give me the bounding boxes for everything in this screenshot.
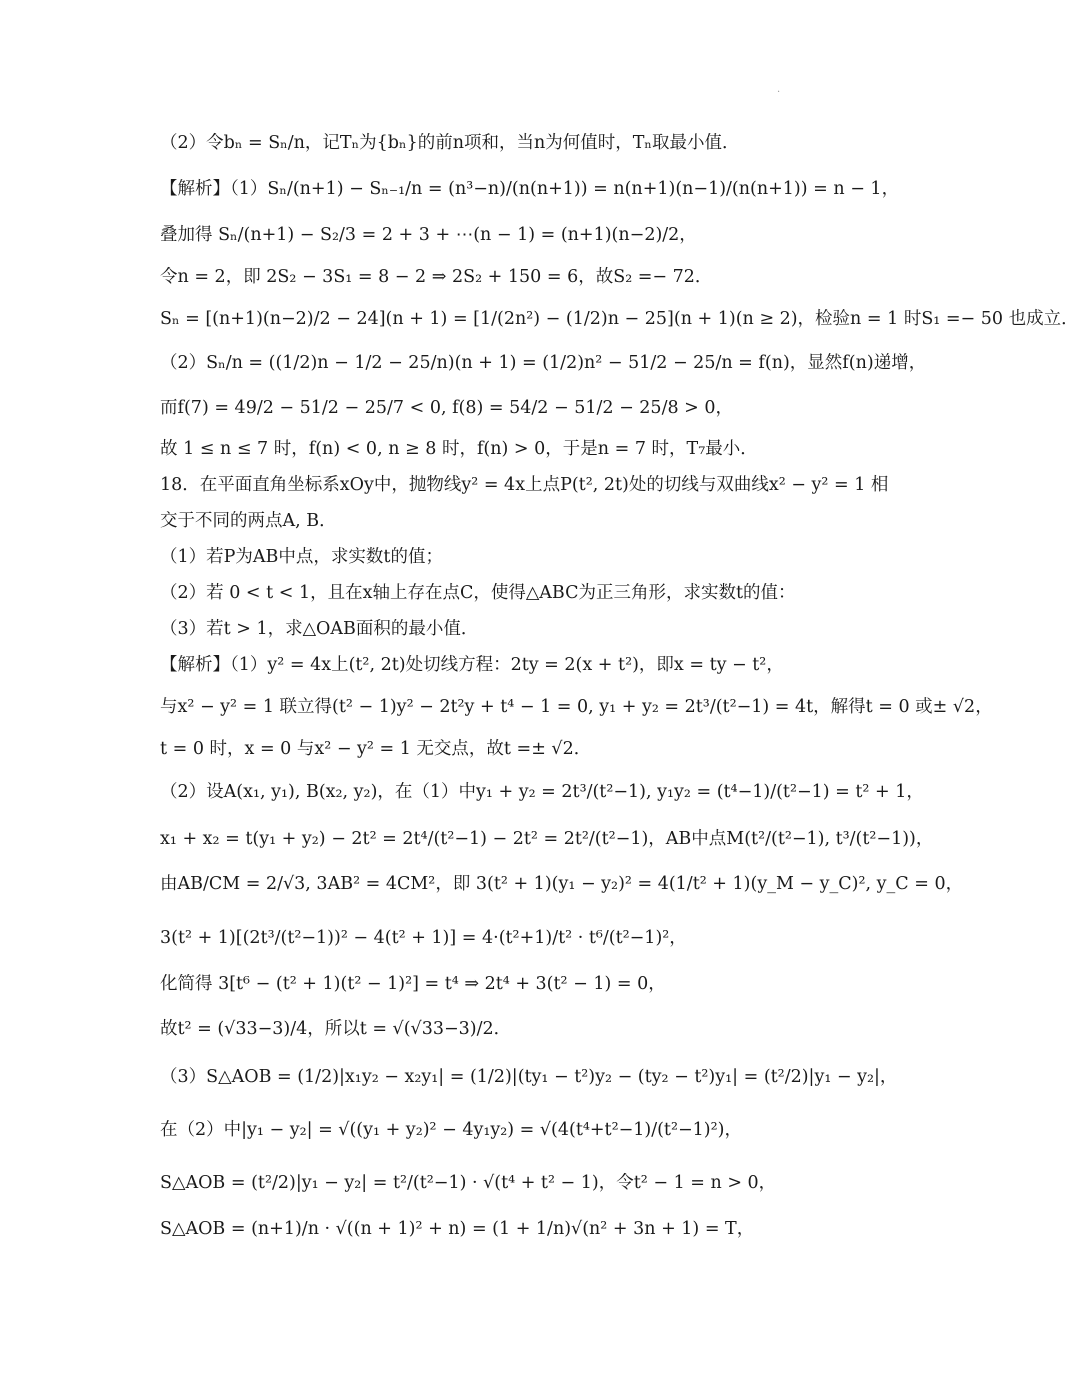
problem-18-part-3: （3）若t > 1，求△OAB面积的最小值． <box>160 619 479 639</box>
text-line-3: 叠加得 Sₙ/(n+1) − S₂/3 = 2 + 3 + ⋯(n − 1) = (n+1)(n−2)/2， <box>160 225 697 245</box>
text-line-5: Sₙ = [(n+1)(n−2)/2 − 24](n + 1) = [1/(2n²) − (1/2)n − 25](n + 1)(n ≥ 2)，检验n = 1 时S₁ =− 50 也成立． <box>160 309 1079 329</box>
text-line-8: 故 1 ≤ n ≤ 7 时，f(n) < 0, n ≥ 8 时，f(n) > 0，于是n = 7 时，T₇最小． <box>160 439 758 459</box>
solution-18-line-6: 由AB/CM = 2/√3, 3AB² = 4CM²，即 3(t² + 1)(y₁ − y₂)² = 4(1/t² + 1)(y_M − y_C)², y_C = 0， <box>160 874 964 894</box>
solution-18-line-10: （3）S△AOB = (1/2)|x₁y₂ − x₂y₁| = (1/2)|(ty₁ − t²)y₂ − (ty₂ − t²)y₁| = (t²/2)|y₁ − y₂|， <box>160 1067 898 1087</box>
text-line-7: 而f(7) = 49/2 − 51/2 − 25/7 < 0, f(8) = 54/2 − 51/2 − 25/8 > 0， <box>160 398 734 418</box>
solution-18-line-8: 化简得 3[t⁶ − (t² + 1)(t² − 1)²] = t⁴ ⇒ 2t⁴ + 3(t² − 1) = 0， <box>160 974 666 994</box>
solution-18-line-12: S△AOB = (t²/2)|y₁ − y₂| = t²/(t²−1) · √(t⁴ + t² − 1)，令t² − 1 = n > 0， <box>160 1173 777 1193</box>
problem-18-part-2: （2）若 0 < t < 1，且在x轴上存在点C，使得△ABC为正三角形，求实数t的值： <box>160 583 796 603</box>
solution-18-line-4: （2）设A(x₁, y₁), B(x₂, y₂)，在（1）中y₁ + y₂ = 2t³/(t²−1), y₁y₂ = (t⁴−1)/(t²−1) = t² + 1， <box>160 782 924 802</box>
solution-18-line-3: t = 0 时，x = 0 与x² − y² = 1 无交点，故t =± √2． <box>160 739 592 759</box>
solution-18-line-13: S△AOB = (n+1)/n · √((n + 1)² + n) = (1 + 1/n)√(n² + 3n + 1) = T， <box>160 1219 755 1239</box>
text-line-1: （2）令bₙ = Sₙ/n，记Tₙ为{bₙ}的前n项和，当n为何值时，Tₙ取最小值． <box>160 133 740 153</box>
solution-18-line-5: x₁ + x₂ = t(y₁ + y₂) − 2t² = 2t⁴/(t²−1) − 2t² = 2t²/(t²−1)，AB中点M(t²/(t²−1), t³/(t²−1))， <box>160 829 934 849</box>
text-line-6: （2）Sₙ/n = ((1/2)n − 1/2 − 25/n)(n + 1) = (1/2)n² − 51/2 − 25/n = f(n)，显然f(n)递增， <box>160 353 927 373</box>
solution-18-line-2: 与x² − y² = 1 联立得(t² − 1)y² − 2t²y + t⁴ − 1 = 0, y₁ + y₂ = 2t³/(t²−1) = 4t，解得t = 0 或± √2， <box>160 697 993 717</box>
text-line-4: 令n = 2，即 2S₂ − 3S₁ = 8 − 2 ⇒ 2S₂ + 150 = 6，故S₂ =− 72． <box>160 267 713 287</box>
corner-mark: . <box>777 84 781 95</box>
problem-18-line-1: 18．在平面直角坐标系xOy中，抛物线y² = 4x上点P(t², 2t)处的切线与双曲线x² − y² = 1 相 <box>160 475 889 495</box>
solution-18-line-9: 故t² = (√33−3)/4，所以t = √(√33−3)/2． <box>160 1019 512 1039</box>
solution-18-line-7: 3(t² + 1)[(2t³/(t²−1))² − 4(t² + 1)] = 4·(t²+1)/t² · t⁶/(t²−1)²， <box>160 928 687 948</box>
problem-18-line-2: 交于不同的两点A, B． <box>160 511 337 531</box>
text-line-2: 【解析】（1）Sₙ/(n+1) − Sₙ₋₁/n = (n³−n)/(n(n+1)) = n(n+1)(n−1)/(n(n+1)) = n − 1， <box>160 179 900 199</box>
solution-18-line-1: 【解析】（1）y² = 4x上(t², 2t)处切线方程：2ty = 2(x + t²)，即x = ty − t²， <box>160 655 784 675</box>
problem-18-part-1: （1）若P为AB中点，求实数t的值； <box>160 547 443 567</box>
solution-18-line-11: 在（2）中|y₁ − y₂| = √((y₁ + y₂)² − 4y₁y₂) = √(4(t⁴+t²−1)/(t²−1)²)， <box>160 1120 742 1140</box>
